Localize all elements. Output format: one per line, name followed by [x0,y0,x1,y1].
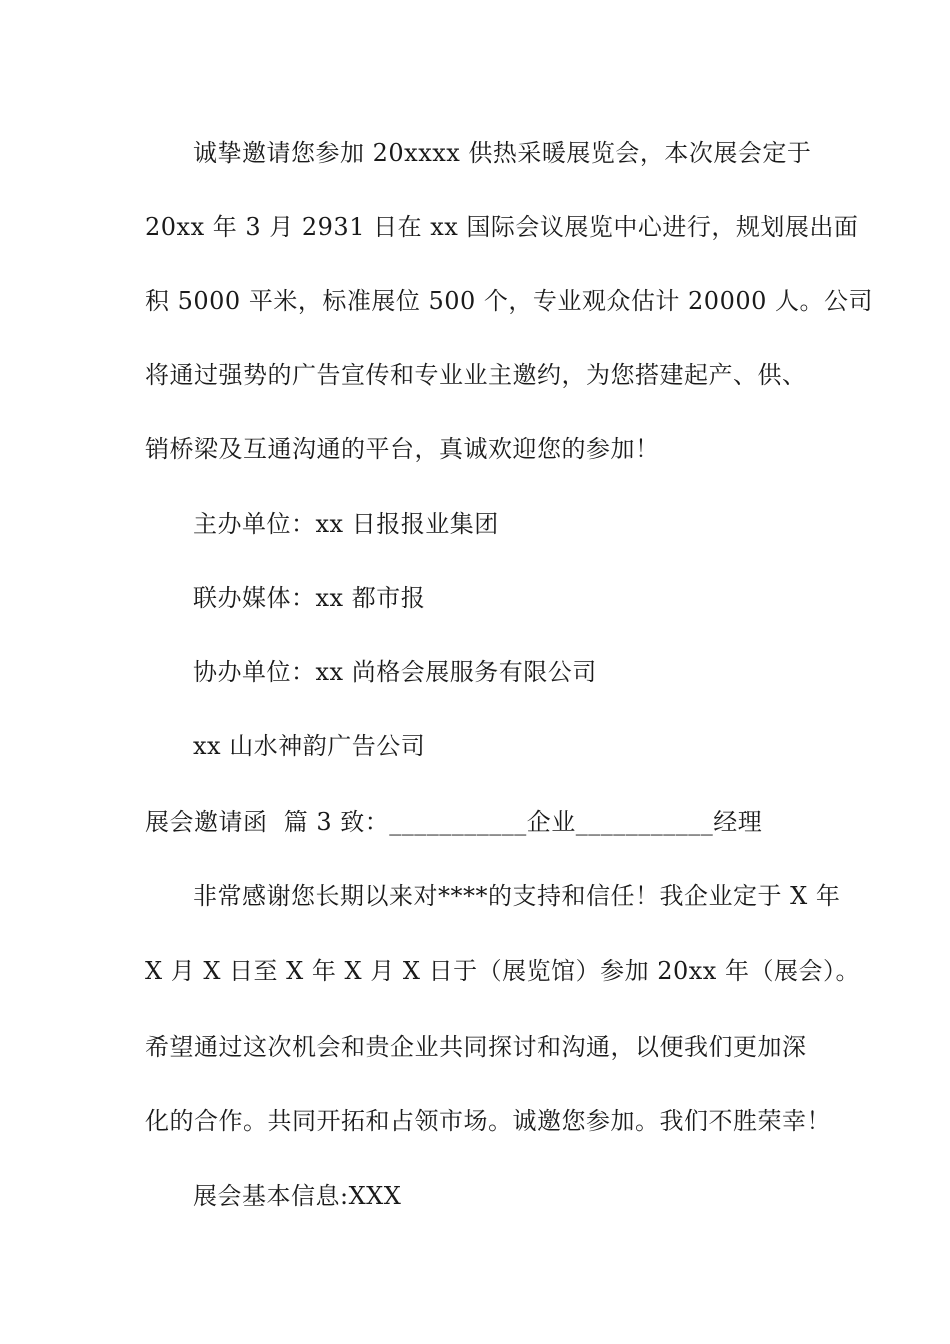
section-heading: 展会邀请函 篇 3 致：___________企业___________经理 [145,808,763,836]
basic-info-line: 展会基本信息:XXX [193,1182,402,1210]
organizer-line: 主办单位：xx 日报报业集团 [193,510,499,538]
co-media-line: 联办媒体：xx 都市报 [193,584,426,612]
paragraph-2-line-3: 希望通过这次机会和贵企业共同探讨和沟通，以便我们更加深 [145,1033,807,1061]
paragraph-1-line-2: 20xx 年 3 月 2931 日在 xx 国际会议展览中心进行，规划展出面 [145,213,859,241]
paragraph-1-line-3: 积 5000 平米，标准展位 500 个，专业观众估计 20000 人。公司 [145,287,874,315]
paragraph-1-line-1: 诚挚邀请您参加 20xxxx 供热采暖展览会，本次展会定于 [193,139,812,167]
paragraph-2-line-1: 非常感谢您长期以来对****的支持和信任！我企业定于 X 年 [193,882,841,910]
paragraph-2-line-2: X 月 X 日至 X 年 X 月 X 日于（展览馆）参加 20xx 年（展会）。 [145,957,860,985]
paragraph-1-line-4: 将通过强势的广告宣传和专业业主邀约，为您搭建起产、供、 [145,361,807,389]
paragraph-2-line-4: 化的合作。共同开拓和占领市场。诚邀您参加。我们不胜荣幸！ [145,1107,831,1135]
assist-unit-2-line: xx 山水神韵广告公司 [193,732,426,760]
paragraph-1-line-5: 销桥梁及互通沟通的平台，真诚欢迎您的参加！ [145,435,660,463]
assist-unit-line: 协办单位：xx 尚格会展服务有限公司 [193,658,597,686]
